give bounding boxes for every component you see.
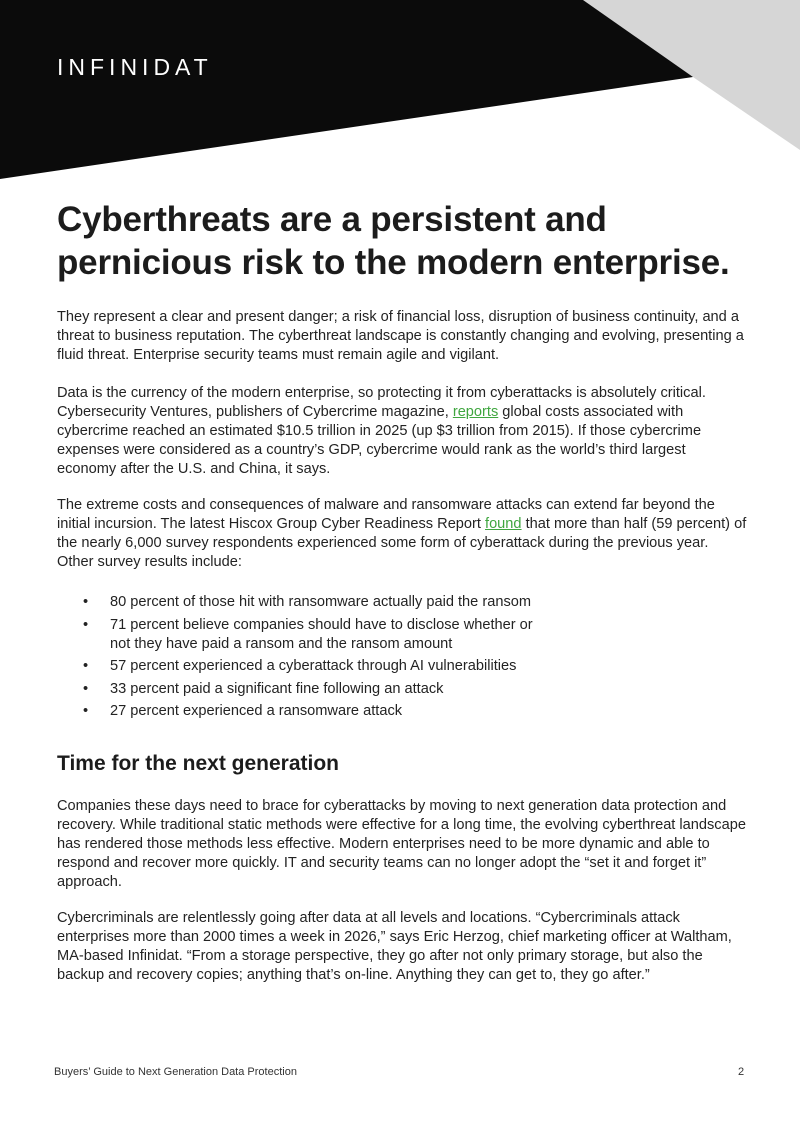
reports-link[interactable]: reports [452,404,499,420]
bullet-icon: • [83,658,89,675]
list-item-text: 71 percent believe companies should have to disclose whether or not they have paid a ransom and the ransom amount [110,616,533,652]
paragraph-text: global costs associated with cybercrime reached an estimated $10.5 trillion in 2025 (up $3 trillion from 2015). If those cybercrime expenses were considered as a country’s GDP, cybercrime would rank as the world’s third largest economy after the U.S. and China, it says. [57,404,702,477]
footer-document-title: Buyers’ Guide to Next Generation Data Protection [54,1066,297,1078]
paragraph-data-currency [57,384,747,479]
bullet-icon: • [83,703,89,720]
paragraph-text: Data is the currency of the modern enterprise, so protecting it from cyberattacks is absolutely critical. Cybersecurity Ventures, publishers of Cybercrime magazine, [57,385,706,420]
list-item [83,593,553,612]
list-item [83,657,553,676]
list-item [83,702,553,721]
found-link[interactable]: found [485,516,522,532]
title-line-2: pernicious risk to the modern enterprise. [57,243,730,282]
header-banner [0,0,800,185]
page-title [57,198,757,284]
bullet-icon: • [83,680,89,697]
list-item-text: 57 percent experienced a cyberattack through AI vulnerabilities [110,658,517,675]
list-item [83,680,553,699]
list-item-text: 27 percent experienced a ransomware attack [110,703,403,720]
title-line-1: Cyberthreats are a persistent and [57,200,607,239]
list-item-text: 80 percent of those hit with ransomware actually paid the ransom [110,594,532,610]
paragraph-intro: They represent a clear and present danger; a risk of financial loss, disruption of business continuity, and a threat to business reputation. The cyberthreat landscape is constantly changing and evolving, presenting a fluid threat. Enterprise security teams must remain agile and vigilant. [57,309,744,363]
paragraph-next-generation: Companies these days need to brace for cyberattacks by moving to next generation data protection and recovery. While traditional static methods were effective for a long time, the evolving cyberthreat landscape has rendered those methods less effective. Modern enterprises need to be more dynamic and able to respond and recover more quickly. IT and security teams can no longer adopt the “set it and forget it” approach. [57,798,746,890]
section-heading: Time for the next generation [57,752,339,775]
list-item [83,616,553,654]
footer-page-number: 2 [738,1066,745,1078]
survey-results-list [83,593,553,725]
bullet-icon: • [83,594,89,610]
paragraph-herzog-quote: Cybercriminals are relentlessly going after data at all levels and locations. “Cybercriminals attack enterprises more than 2000 times a week in 2026,” says Eric Herzog, chief marketing officer at Waltham, MA-based Infinidat. “From a storage perspective, they go after not only primary storage, but also the backup and recovery copies; anything that’s on-line. Anything they can get to, they go after.” [57,910,732,983]
header-black-band [0,0,693,179]
list-item-text: 33 percent paid a significant fine following an attack [110,680,444,697]
infinidat-logo: INFINIDAT [57,54,213,80]
paragraph-text: The extreme costs and consequences of malware and ransomware attacks can extend far beyond the initial incursion. The latest Hiscox Group Cyber Readiness Report [57,497,715,532]
paragraph-text: that more than half (59 percent) of the nearly 6,000 survey respondents experienced some form of cyberattack during the previous year. Other survey results include: [57,516,747,570]
paragraph-costs [57,496,747,572]
bullet-icon: • [83,616,89,633]
